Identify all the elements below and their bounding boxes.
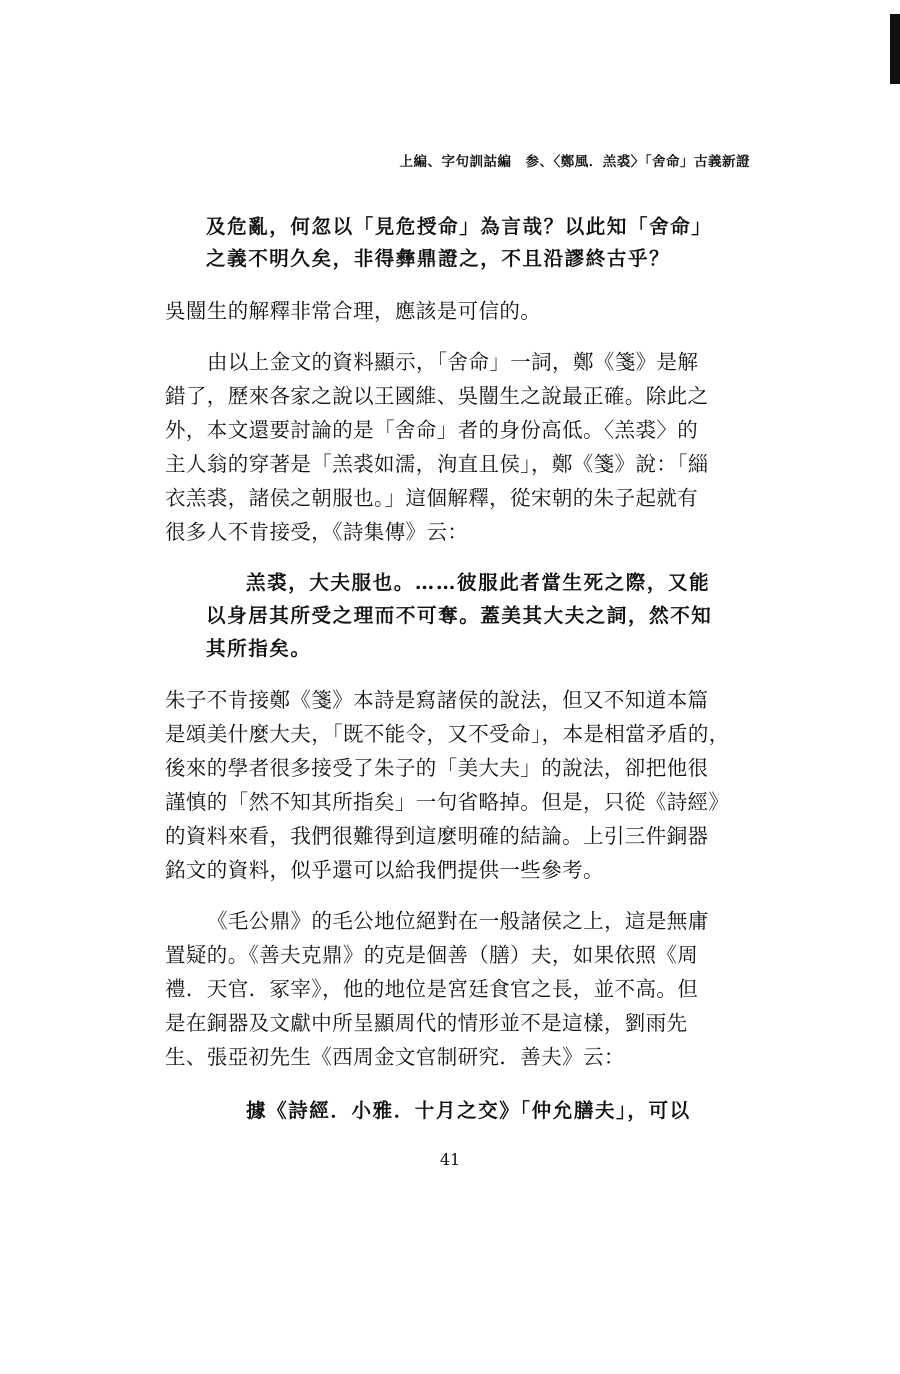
text-line: 很多人不肯接受，《詩集傳》云： (165, 520, 469, 544)
quote-line: 羔裘，大夫服也。……彼服此者當生死之際，又能 (246, 571, 711, 594)
text-line: 錯了，歷來各家之說以王國維、吳闓生之說最正確。除此之 (165, 384, 709, 408)
text-line: 外，本文還要討論的是「舍命」者的身份高低。〈羔裘〉的 (165, 418, 699, 442)
quote-line: 之義不明久矣，非得彝鼎證之，不且沿謬終古乎？ (206, 247, 671, 270)
page-number: 41 (439, 1150, 461, 1169)
running-header: 上編、字句訓詁編 参、〈鄭風．羔裘〉「舍命」古義新證 (399, 154, 750, 170)
text-line: 是在銅器及文獻中所呈顯周代的情形並不是這樣，劉雨先 (165, 1011, 688, 1035)
text-line: 生、張亞初先生《西周金文官制研究．善夫》云： (165, 1045, 625, 1069)
text-line: 後來的學者很多接受了朱子的「美大夫」的說法，卻把他很 (165, 756, 709, 780)
text-line: 是頌美什麼大夫，「既不能令，又不受命」，本是相當矛盾的， (165, 722, 730, 746)
text-line: 吳闓生的解釋非常合理，應該是可信的。 (165, 299, 542, 323)
text-line: 禮．天官．冢宰》，他的地位是宮廷食官之長，並不高。但 (165, 977, 699, 1001)
quote-line: 及危亂，何忽以「見危授命」為言哉？以此知「舍命」 (206, 215, 713, 238)
page-edge-mark (890, 14, 900, 84)
text-line: 銘文的資料，似乎還可以給我們提供一些參考。 (165, 858, 604, 882)
text-line: 由以上金文的資料顯示，「舍命」一詞，鄭《箋》是解 (207, 350, 699, 374)
text-line: 朱子不肯接鄭《箋》本詩是寫諸侯的說法，但又不知道本篇 (165, 688, 709, 712)
quote-line: 以身居其所受之理而不可奪。蓋美其大夫之詞，然不知 (206, 604, 713, 627)
text-line: 謹慎的「然不知其所指矣」一句省略掉。但是，只從《詩經》 (165, 790, 730, 814)
text-line: 主人翁的穿著是「羔裘如濡，洵直且侯」，鄭《箋》說：「緇 (165, 452, 709, 476)
quote-line: 據《詩經．小雅．十月之交》「仲允膳夫」，可以 (246, 1099, 691, 1122)
text-line: 《毛公鼎》的毛公地位絕對在一般諸侯之上，這是無庸 (207, 909, 709, 933)
text-line: 的資料來看，我們很難得到這麼明確的結論。上引三件銅器 (165, 824, 709, 848)
text-line: 置疑的。《善夫克鼎》的克是個善（膳）夫，如果依照《周 (165, 943, 699, 967)
quote-line: 其所指矣。 (206, 637, 312, 660)
text-line: 衣羔裘，諸侯之朝服也。」這個解釋，從宋朝的朱子起就有 (165, 486, 699, 510)
